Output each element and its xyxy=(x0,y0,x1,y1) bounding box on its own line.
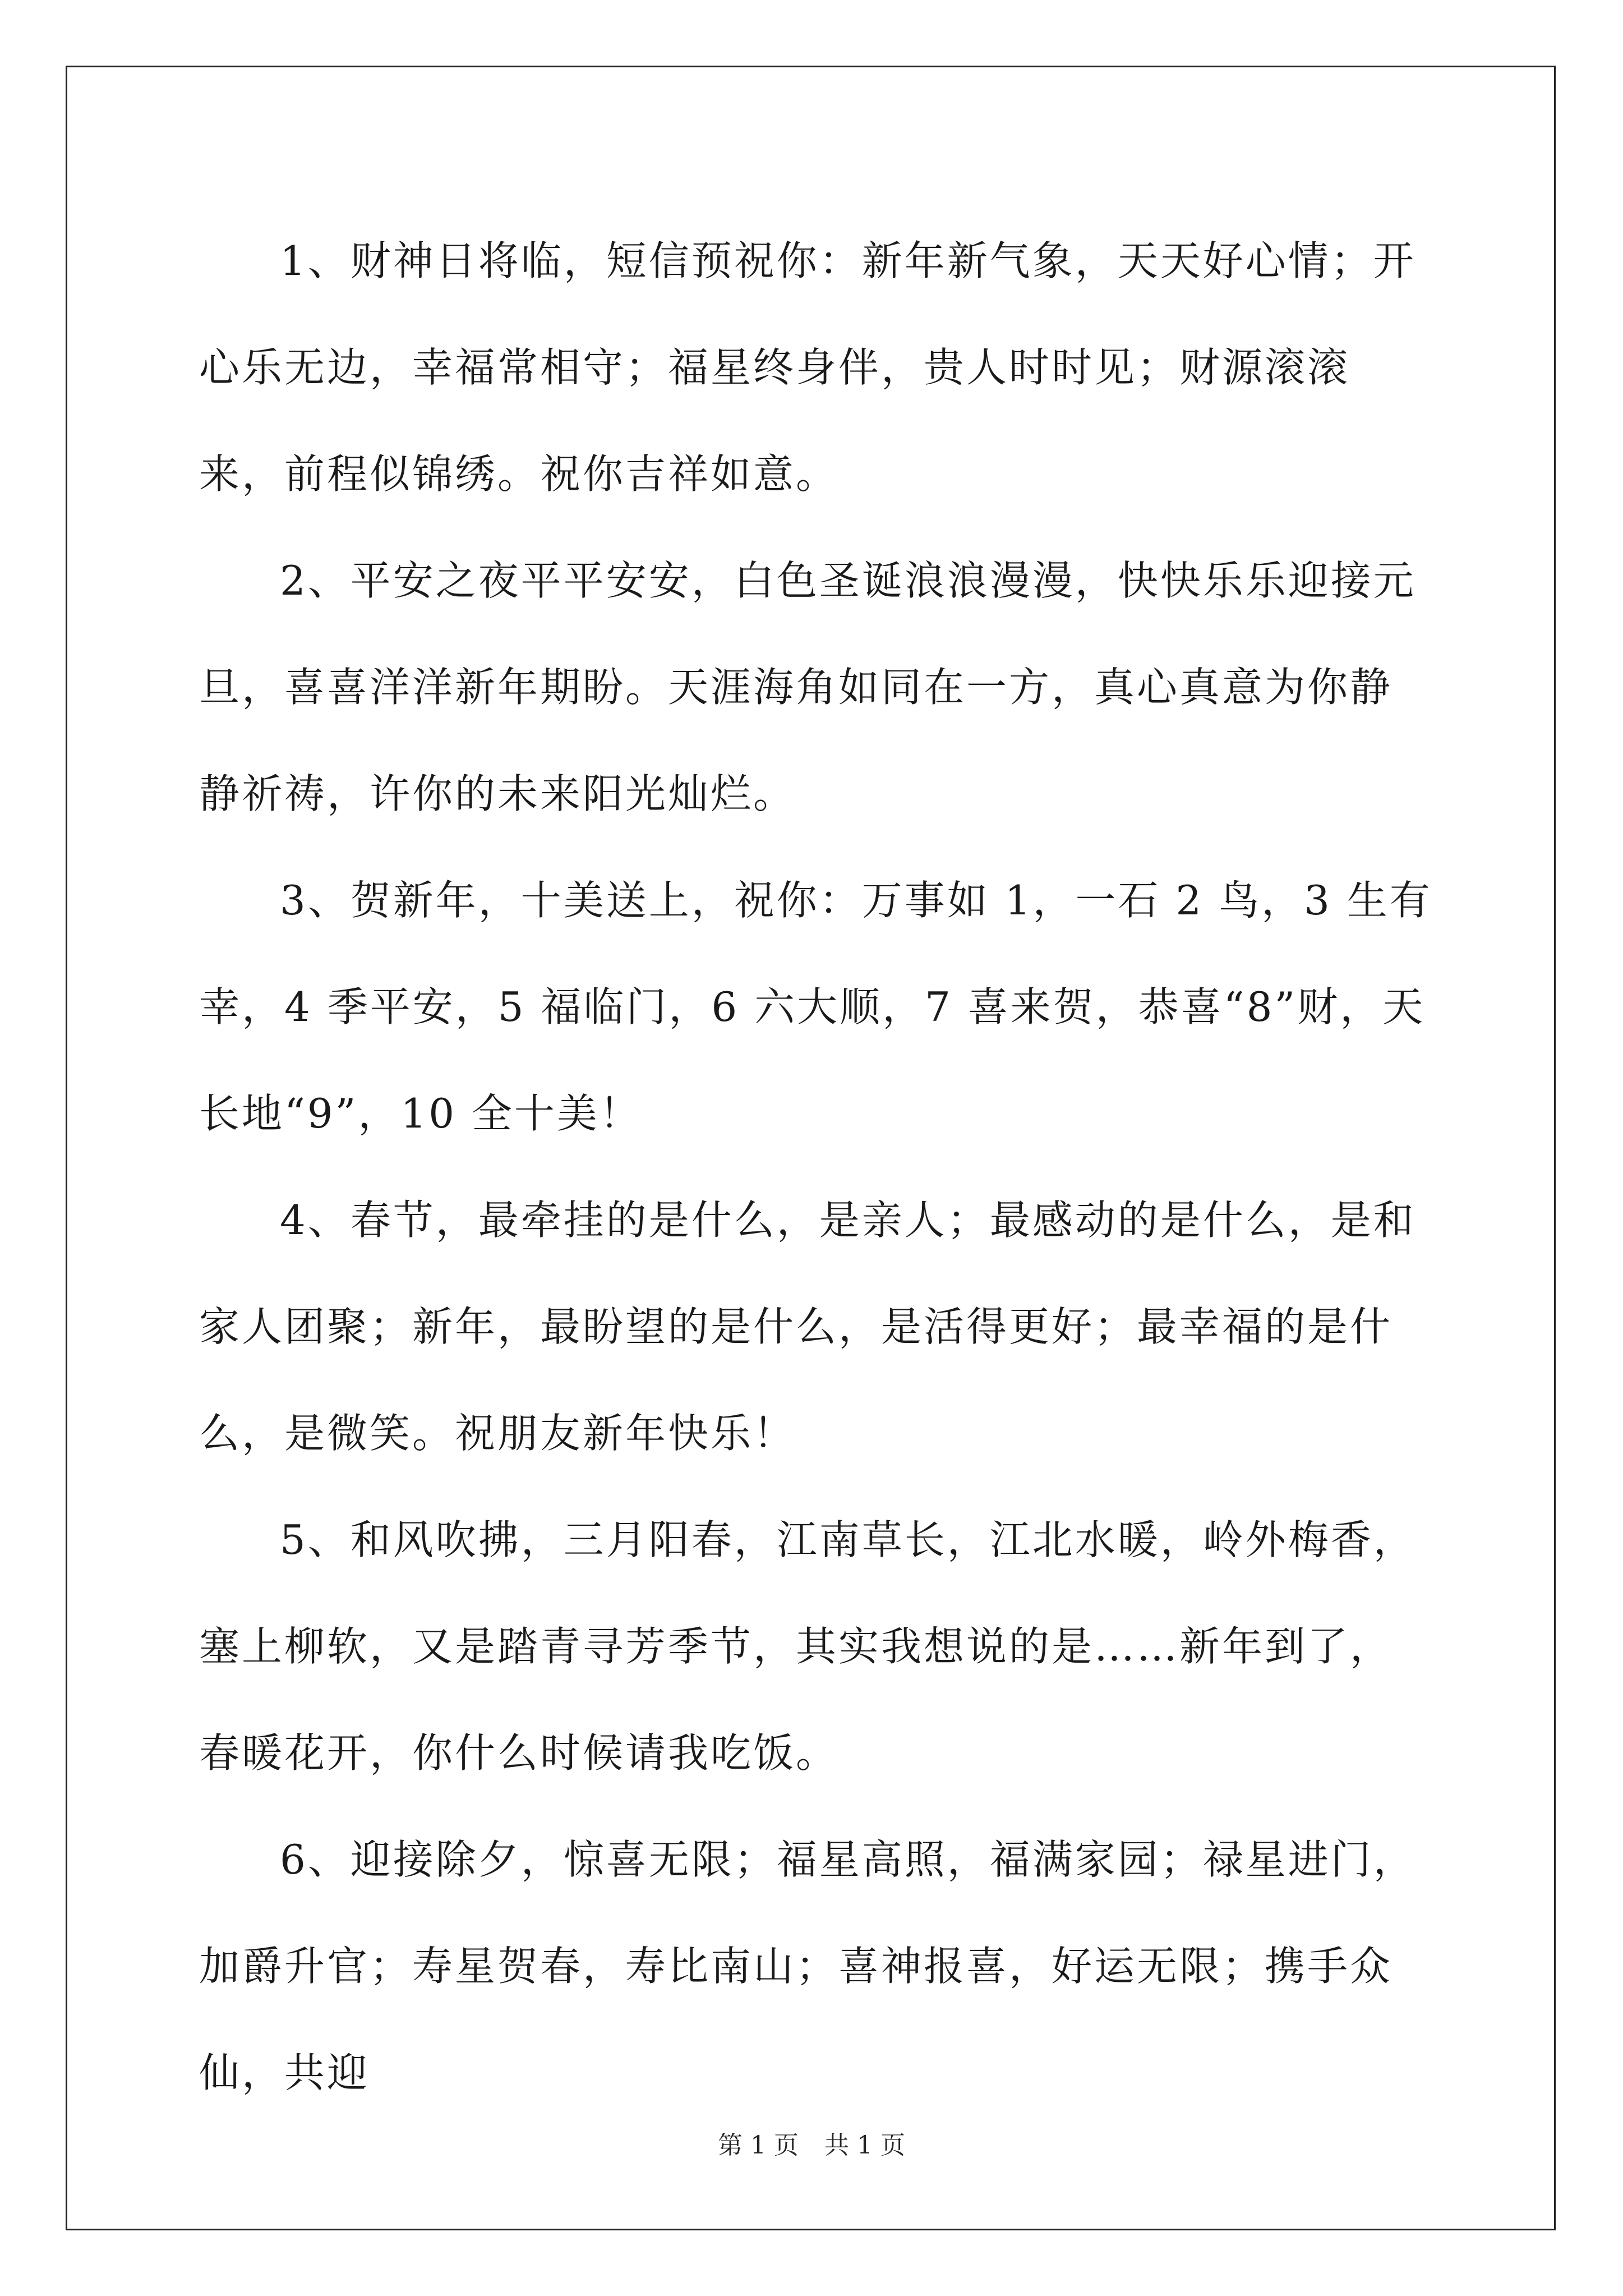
paragraph-3: 3、贺新年，十美送上，祝你：万事如 1，一石 2 鸟，3 生有幸，4 季平安，5 福临门，6 六大顺，7 喜来贺，恭喜“8”财，天长地“9”，10 全十美！ xyxy=(199,877,1432,1137)
document-body xyxy=(199,208,1433,2126)
paragraph-2: 2、平安之夜平平安安，白色圣诞浪浪漫漫，快快乐乐迎接元旦，喜喜洋洋新年期盼。天涯海角如同在一方，真心真意为你静静祈祷，许你的未来阳光灿烂。 xyxy=(199,557,1416,817)
paragraph-6: 6、迎接除夕，惊喜无限；福星高照，福满家园；禄星进门，加爵升官；寿星贺春，寿比南山；喜神报喜，好运无限；携手众仙，共迎 xyxy=(199,1836,1416,2096)
paragraph-5: 5、和风吹拂，三月阳春，江南草长，江北水暖，岭外梅香，塞上柳软，又是踏青寻芳季节，其实我想说的是……新年到了，春暖花开，你什么时候请我吃饭。 xyxy=(199,1516,1416,1777)
paragraph-1: 1、财神日将临，短信预祝你：新年新气象，天天好心情；开心乐无边，幸福常相守；福星终身伴，贵人时时见；财源滚滚来，前程似锦绣。祝你吉祥如意。 xyxy=(199,237,1416,498)
page-number: 第 1 页 xyxy=(718,2131,799,2160)
page-total: 共 1 页 xyxy=(824,2131,905,2160)
paragraph-4: 4、春节，最牵挂的是什么，是亲人；最感动的是什么，是和家人团聚；新年，最盼望的是什么，是活得更好；最幸福的是什么，是微笑。祝朋友新年快乐！ xyxy=(199,1197,1416,1457)
page-footer xyxy=(0,2129,1623,2162)
